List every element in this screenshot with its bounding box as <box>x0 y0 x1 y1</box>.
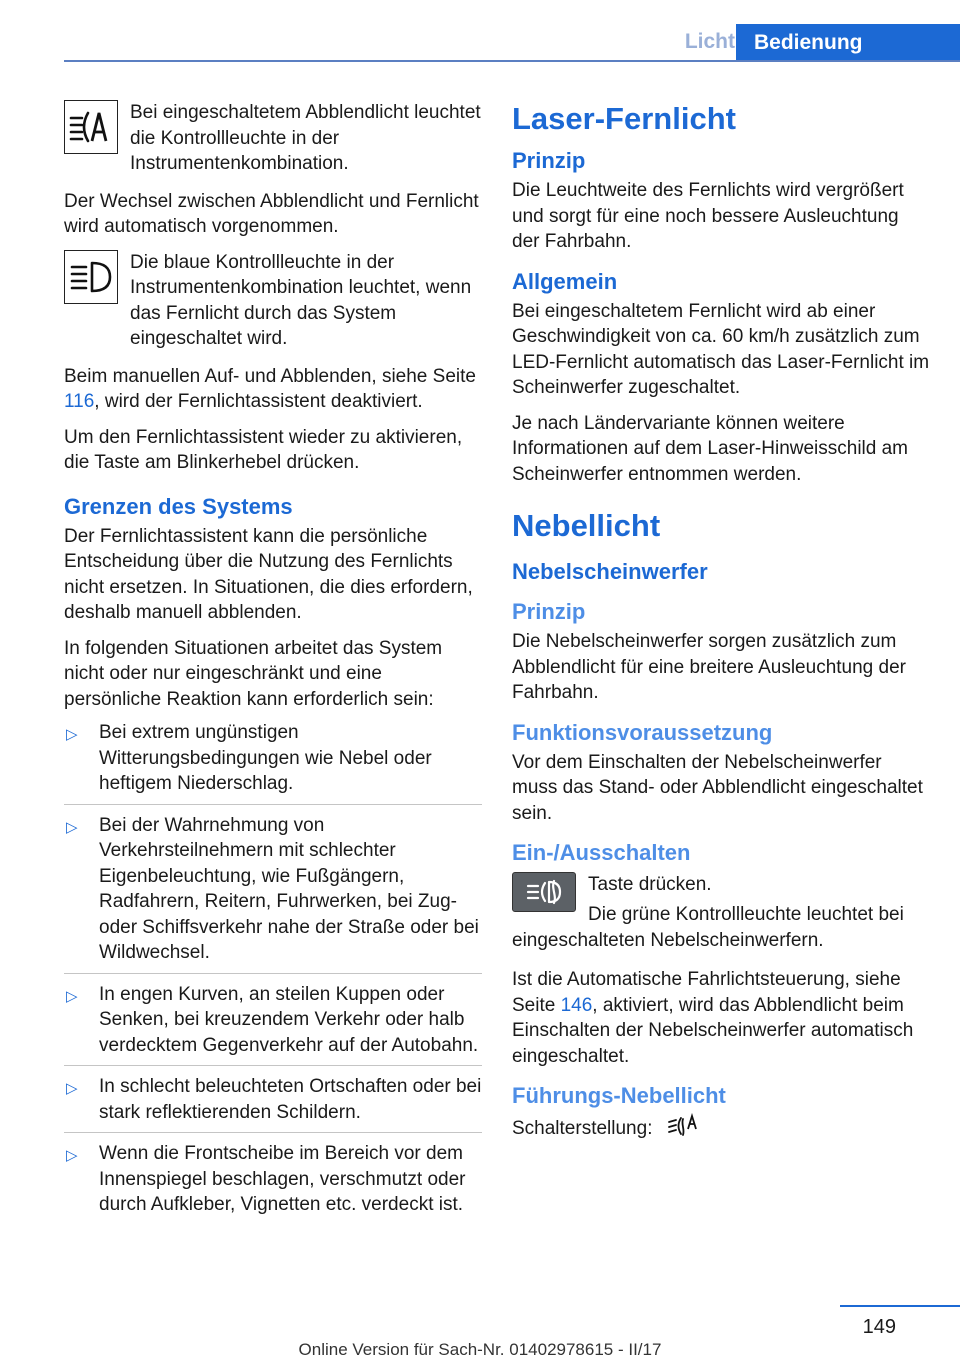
list-item-text: In engen Kurven, an steilen Kuppen oder Senken, bei kreuzendem Verkehr oder halb verdecktem Gegenverkehr auf der Autobahn. <box>99 983 479 1056</box>
list-item <box>64 1070 482 1133</box>
paragraph: Der Wechsel zwischen Abblendlicht und Fernlicht wird automatisch vorgenommen. <box>64 190 479 237</box>
heading-grenzen: Grenzen des Systems <box>64 493 293 519</box>
tab-bedienung[interactable]: Bedienung <box>736 24 960 62</box>
paragraph <box>512 1113 930 1145</box>
text: Beim manuellen Auf- und Abblenden, siehe Seite <box>64 365 476 387</box>
right-column <box>512 100 930 1155</box>
paragraph: Um den Fernlichtassistent wieder zu aktivieren, die Taste am Blinkerhebel drücken. <box>64 426 463 473</box>
auto-light-switch-icon <box>666 1113 702 1145</box>
tab-licht[interactable]: Licht <box>684 30 735 53</box>
paragraph: Die Nebelscheinwerfer sorgen zusätzlich zum Abblendlicht für eine breitere Ausleuchtung der Fahrbahn. <box>512 631 906 703</box>
list-item <box>64 809 482 974</box>
heading-fuehrungs-nebellicht: Führungs-Nebellicht <box>512 1083 726 1108</box>
header-rule <box>64 60 960 62</box>
list-item-text: Bei der Wahrnehmung von Verkehrsteilnehmern mit schlechter Eigenbeleuchtung, wie Fußgängern, Radfahrern, Reitern, Fuhrwerken, bei Zug- oder Schiffsverkehr nahe der Straße oder bei Wildwechsel. <box>99 814 479 963</box>
online-version-note: Online Version für Sach-Nr. 01402978615 - II/17 <box>298 1340 662 1359</box>
low-beam-auto-indicator-icon <box>64 100 118 154</box>
paragraph: Taste drücken. <box>588 874 712 895</box>
paragraph <box>64 364 482 415</box>
page-number: 149 <box>862 1316 896 1338</box>
page-link-116[interactable]: 116 <box>64 391 95 412</box>
paragraph: Die grüne Kontrollleuchte leuchtet bei eingeschalteten Nebelscheinwerfern. <box>512 904 904 951</box>
paragraph: Die Leuchtweite des Fernlichts wird vergrößert und sorgt für eine noch bessere Ausleuchtung der Fahrbahn. <box>512 180 904 252</box>
bullet-list <box>64 716 482 1225</box>
triangle-bullet-icon: ▷ <box>66 987 78 1005</box>
low-beam-info <box>64 100 482 177</box>
heading-nebellicht: Nebellicht <box>512 508 661 543</box>
paragraph: In folgenden Situationen arbeitet das System nicht oder nur eingeschränkt und eine persönliche Reaktion kann erforderlich sein: <box>64 637 443 710</box>
heading-ein-ausschalten: Ein-/Ausschalten <box>512 840 691 865</box>
left-column <box>64 100 482 1229</box>
paragraph: Je nach Ländervariante können weitere Informationen auf dem Laser-Hinweisschild am Scheinwerfer entnommen werden. <box>512 412 909 485</box>
paragraph: Bei eingeschaltetem Abblendlicht leuchtet die Kontrollleuchte in der Instrumentenkombination. <box>130 102 481 174</box>
triangle-bullet-icon: ▷ <box>66 818 78 836</box>
triangle-bullet-icon: ▷ <box>66 1080 78 1097</box>
triangle-bullet-icon: ▷ <box>66 1147 78 1164</box>
heading-prinzip: Prinzip <box>512 599 586 624</box>
list-item-text: Bei extrem ungünstigen Witterungsbedingungen wie Nebel oder heftigem Niederschlag. <box>99 722 432 794</box>
triangle-bullet-icon: ▷ <box>66 726 78 743</box>
footer-rule <box>840 1305 960 1307</box>
list-item <box>64 978 482 1067</box>
paragraph: Vor dem Einschalten der Nebelscheinwerfer muss das Stand- oder Abblendlicht eingeschaltet sein. <box>512 751 923 824</box>
paragraph: Der Fernlichtassistent kann die persönliche Entscheidung über die Nutzung des Fernlichts nicht ersetzen. In Situationen, die dies erfordern, deshalb manuell abblenden. <box>64 525 473 623</box>
list-item-text: Wenn die Frontscheibe im Bereich vor dem Innenspiegel beschlagen, verschmutzt oder durch Aufkleber, Vignetten etc. verdeckt ist. <box>99 1143 466 1215</box>
fog-light-button-icon[interactable] <box>512 872 576 912</box>
text: Schalterstellung: <box>512 1117 653 1139</box>
high-beam-indicator-icon <box>64 250 118 304</box>
heading-laser-fernlicht: Laser-Fernlicht <box>512 101 736 136</box>
text: , wird der Fernlichtassistent deaktiviert. <box>94 391 423 412</box>
list-item <box>64 716 482 805</box>
text: Ist die Automatische Fahrlichtsteuerung, siehe Seite <box>512 969 901 1016</box>
high-beam-info <box>64 250 482 352</box>
button-description <box>588 872 712 904</box>
heading-funktionsvoraussetzung: Funktionsvoraussetzung <box>512 719 773 745</box>
heading-allgemein: Allgemein <box>512 268 618 294</box>
heading-nebelscheinwerfer: Nebelscheinwerfer <box>512 559 708 584</box>
list-item <box>64 1137 482 1225</box>
list-item-text: In schlecht beleuchteten Ortschaften oder bei stark reflektierenden Schildern. <box>99 1076 482 1123</box>
page-link-146[interactable]: 146 <box>560 994 593 1016</box>
heading-prinzip: Prinzip <box>512 148 586 173</box>
text: , aktiviert, wird das Abblendlicht beim Einschalten der Nebelscheinwerfer automatisch eingeschaltet. <box>512 994 914 1067</box>
paragraph: Die blaue Kontrollleuchte in der Instrumentenkombination leuchtet, wenn das Fernlicht durch das System eingeschaltet wird. <box>130 251 472 349</box>
paragraph: Bei eingeschaltetem Fernlicht wird ab einer Geschwindigkeit von ca. 60 km/h zusätzlich zum LED-Fernlicht automatisch das Laser-Fernlicht im Scheinwerfer zugeschaltet. <box>512 300 930 398</box>
paragraph <box>512 967 930 1069</box>
